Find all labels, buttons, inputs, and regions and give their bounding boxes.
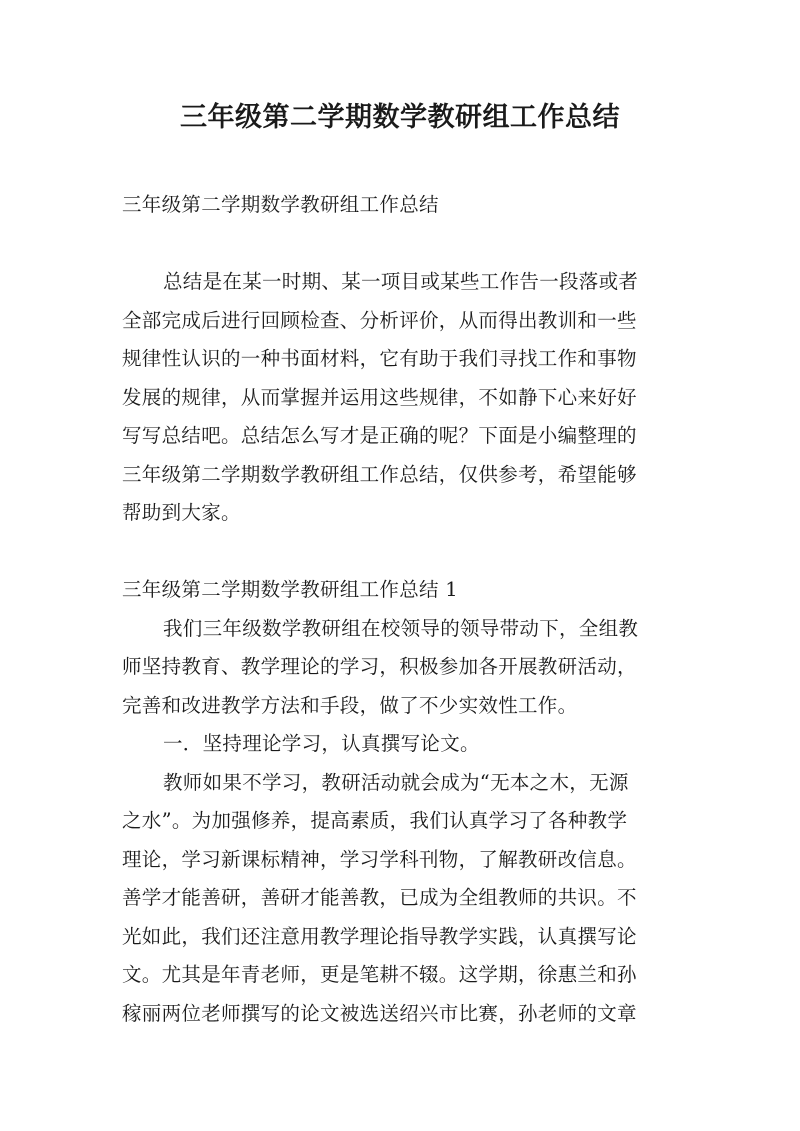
text-line: 师坚持教育、教学理论的学习，积极参加各开展教研活动， xyxy=(122,655,637,678)
document-subtitle: 三年级第二学期数学教研组工作总结 xyxy=(122,193,439,216)
text-line: 善学才能善研，善研才能善教，已成为全组教师的共识。不 xyxy=(122,886,637,909)
intro-paragraph xyxy=(122,263,694,533)
text-line: 文。尤其是年青老师，更是笔耕不辍。这学期，徐惠兰和孙 xyxy=(122,963,637,986)
document-body xyxy=(122,186,694,1033)
section-heading: 三年级第二学期数学教研组工作总结 1 xyxy=(122,578,459,601)
paragraph-gap xyxy=(122,225,694,264)
text-line: 帮助到大家。 xyxy=(122,501,241,524)
text-line: 稼丽两位老师撰写的论文被选送绍兴市比赛，孙老师的文章 xyxy=(122,1001,637,1025)
paragraph-1 xyxy=(122,610,694,726)
text-line: 我们三年级数学教研组在校领导的领导带动下，全组教 xyxy=(163,616,639,640)
text-line: 三年级第二学期数学教研组工作总结，仅供参考，希望能够 xyxy=(122,462,637,486)
text-line: 发展的规律，从而掌握并运用这些规律，不如静下心来好好 xyxy=(122,385,637,409)
text-line: 理论，学习新课标精神，学习学科刊物，了解教研改信息。 xyxy=(122,847,637,871)
paragraph-gap xyxy=(122,533,694,572)
document-title: 三年级第二学期数学教研组工作总结 xyxy=(180,102,620,133)
point-heading: 一．坚持理论学习，认真撰写论文。 xyxy=(163,732,480,755)
text-line: 全部完成后进行回顾检查、分析评价，从而得出教训和一些 xyxy=(122,308,637,332)
paragraph-2 xyxy=(122,764,694,1034)
text-line: 光如此，我们还注意用教学理论指导教学实践，认真撰写论 xyxy=(122,924,637,948)
text-line: 写写总结吧。总结怎么写才是正确的呢？下面是小编整理的 xyxy=(122,424,637,447)
text-line: 总结是在某一时期、某一项目或某些工作告一段落或者 xyxy=(163,270,639,293)
text-line: 教师如果不学习，教研活动就会成为“无本之木，无源 xyxy=(163,770,629,794)
text-line: 完善和改进教学方法和手段，做了不少实效性工作。 xyxy=(122,693,578,717)
text-line: 之水”。为加强修养，提高素质，我们认真学习了各种教学 xyxy=(122,809,628,832)
text-line: 规律性认识的一种书面材料，它有助于我们寻找工作和事物 xyxy=(122,347,637,370)
